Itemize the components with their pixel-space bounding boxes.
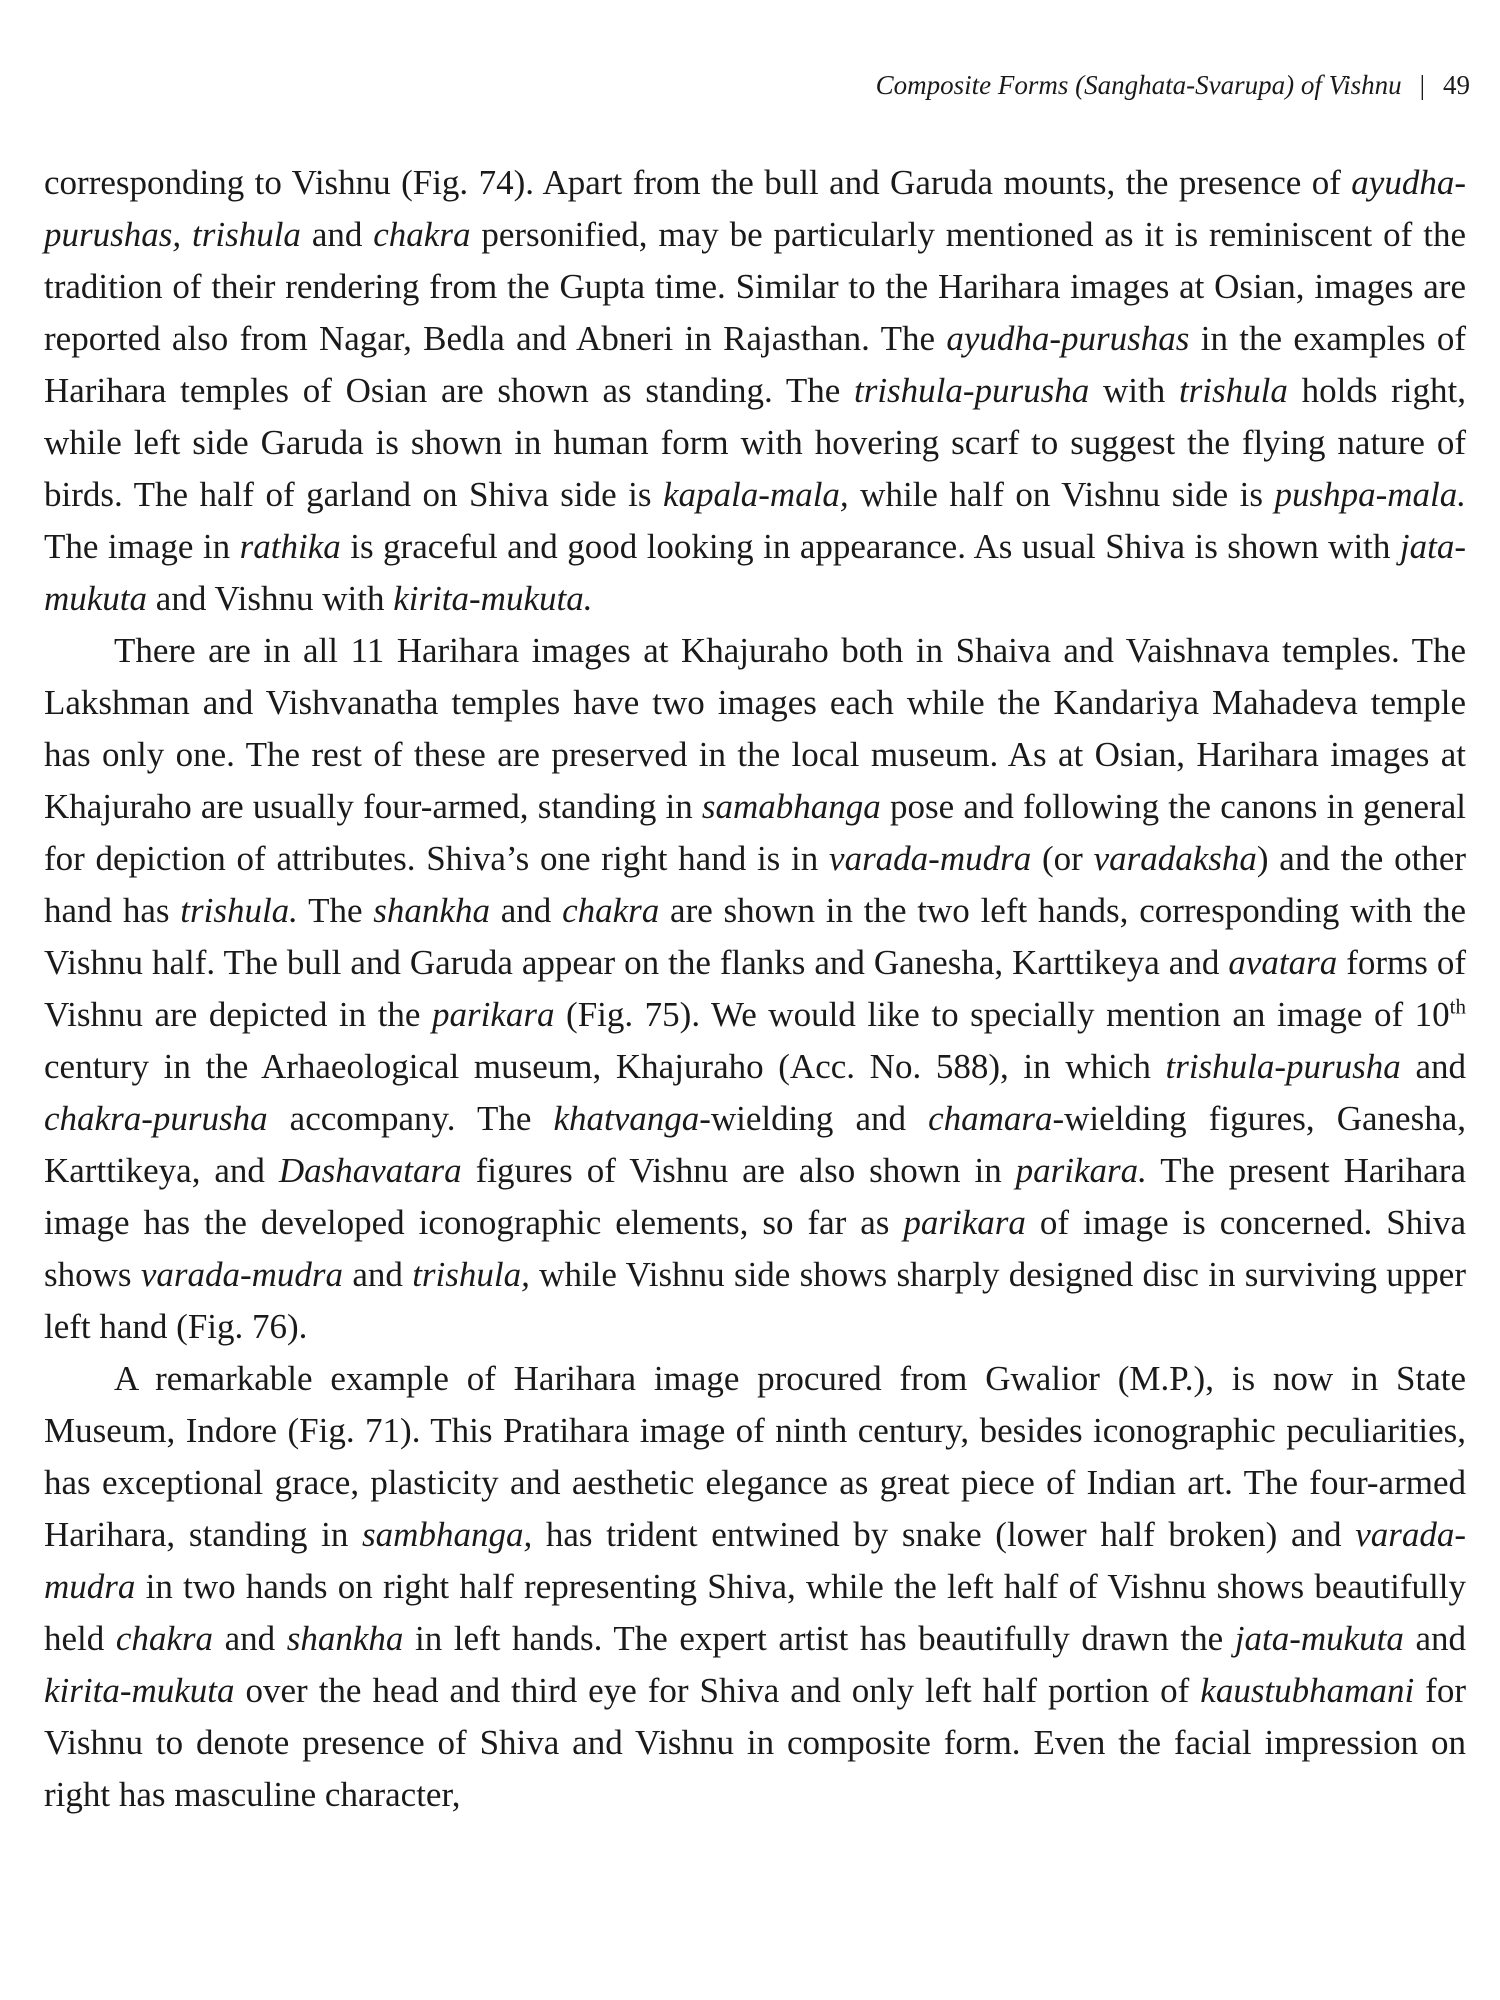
italic-term: rathika <box>239 527 341 566</box>
text-run: in the examples of Harihara temples of Osian are shown as standing. The <box>44 319 1467 410</box>
text-run: is graceful and good looking in appearance. As usual Shiva is shown with <box>340 527 1400 566</box>
text-run: and <box>1403 1619 1467 1658</box>
text-run: accompany. The <box>267 1099 554 1138</box>
text-run: and <box>300 215 374 254</box>
italic-term: khatvanga <box>553 1099 700 1138</box>
italic-term: parikara. <box>1015 1151 1147 1190</box>
superscript: th <box>1449 994 1467 1019</box>
text-run: -wielding and <box>699 1099 929 1138</box>
text-run: corresponding to Vishnu (Fig. 74). Apart from the bull and Garuda mounts, the presence of <box>44 163 1352 202</box>
text-run: and <box>1400 1047 1466 1086</box>
text-run: (Fig. 75). We would like to specially mention an image of 10 <box>554 995 1450 1034</box>
italic-term: jata-mukuta <box>1234 1619 1404 1658</box>
italic-term: trishula-purusha <box>853 371 1090 410</box>
text-run: and <box>343 1255 413 1294</box>
text-run: figures of Vishnu are also shown in <box>461 1151 1016 1190</box>
text-run: over the head and third eye for Shiva and only left half portion of <box>234 1671 1201 1710</box>
italic-term: sambhanga, <box>362 1515 533 1554</box>
text-run: are shown in the two left hands, corresponding with the Vishnu half. The bull and Garuda appear on the flanks and Ganesha, Karttikeya and <box>44 891 1466 982</box>
italic-term: varada-mudra <box>829 839 1032 878</box>
italic-term: chakra-purusha <box>44 1099 268 1138</box>
italic-term: varada-mudra <box>44 1515 1466 1606</box>
italic-term: chakra <box>373 215 471 254</box>
text-run: of image is concerned. Shiva shows <box>44 1203 1466 1294</box>
text-run: ) and the other hand has <box>44 839 1467 930</box>
text-run: has trident entwined by snake (lower half broken) and <box>532 1515 1356 1554</box>
text-run: while Vishnu side shows sharply designed disc in surviving upper left hand (Fig. 76). <box>44 1255 1466 1346</box>
italic-term: trishula <box>1178 371 1288 410</box>
italic-term: kirita-mukuta. <box>393 579 593 618</box>
italic-term: parikara <box>432 995 555 1034</box>
text-run: The present Harihara image has the developed iconographic elements, so far as <box>44 1151 1466 1242</box>
text-run: and Vishnu with <box>147 579 394 618</box>
italic-term: kirita-mukuta <box>44 1671 235 1710</box>
text-run: and <box>489 891 563 930</box>
text-run: forms of Vishnu are depicted in the <box>44 943 1466 1034</box>
text-run: holds right, while left side Garuda is shown in human form with hovering scarf to suggest the flying nature of birds. The half of garland on Shiva side is <box>44 371 1467 514</box>
text-run: for Vishnu to denote presence of Shiva and Vishnu in composite form. Even the facial impression on right has masculine character, <box>44 1671 1466 1814</box>
page-number: 49 <box>1443 70 1470 100</box>
text-run: in two hands on right half representing Shiva, while the left half of Vishnu shows beautifully held <box>44 1567 1466 1658</box>
text-run: -wielding figures, Ganesha, Karttikeya, and <box>44 1099 1466 1190</box>
italic-term: samabhanga <box>701 787 881 826</box>
italic-term: varada-mudra <box>140 1255 344 1294</box>
italic-term: chakra <box>115 1619 214 1658</box>
paragraph <box>44 625 1466 1353</box>
italic-term: avatara <box>1228 943 1338 982</box>
text-run: in left hands. The expert artist has beautifully drawn the <box>403 1619 1235 1658</box>
text-run: and <box>213 1619 287 1658</box>
text-run: with <box>1089 371 1179 410</box>
text-run: personified, may be particularly mentioned as it is reminiscent of the tradition of their rendering from the Gupta time. Similar to the Harihara images at Osian, images are reported also from Nagar, Bedla and Abneri in Rajasthan. The <box>44 215 1466 358</box>
italic-term: Dashavatara <box>278 1151 462 1190</box>
paragraph <box>44 1353 1466 1821</box>
italic-term: kapala-mala, <box>663 475 849 514</box>
italic-term: pushpa-mala. <box>1274 475 1466 514</box>
text-run: (or <box>1031 839 1094 878</box>
italic-term: ayudha-purushas, trishula <box>44 163 1466 254</box>
italic-term: varadaksha <box>1093 839 1257 878</box>
text-run: The <box>297 891 374 930</box>
running-head <box>876 68 1470 102</box>
italic-term: ayudha-purushas <box>946 319 1190 358</box>
text-run: century in the Arhaeological museum, Khajuraho (Acc. No. 588), in which <box>44 1047 1166 1086</box>
body-text <box>44 157 1466 1821</box>
text-run: A remarkable example of Harihara image procured from Gwalior (M.P.), is now in State Museum, Indore (Fig. 71). This Pratihara image of ninth century, besides iconographic peculiarities, has exceptional grace, plasticity and aesthetic elegance as great piece of Indian art. The four-armed Harihara, standing in <box>44 1359 1466 1554</box>
italic-term: jata-mukuta <box>44 527 1467 618</box>
header-separator: | <box>1419 70 1425 100</box>
italic-term: kaustubhamani <box>1200 1671 1415 1710</box>
italic-term: trishula, <box>412 1255 530 1294</box>
italic-term: shankha <box>373 891 490 930</box>
text-run: There are in all 11 Harihara images at Khajuraho both in Shaiva and Vaishnava temples. The Lakshman and Vishvanatha temples have two images each while the Kandariya Mahadeva temple has only one. The rest of these are preserved in the local museum. As at Osian, Harihara images at Khajuraho are usually four-armed, standing in <box>44 631 1466 826</box>
text-run: while half on Vishnu side is <box>848 475 1275 514</box>
italic-term: trishula. <box>180 891 298 930</box>
paragraph <box>44 157 1466 625</box>
italic-term: parikara <box>903 1203 1026 1242</box>
text-run: The image in <box>44 527 240 566</box>
italic-term: chakra <box>562 891 660 930</box>
italic-term: shankha <box>286 1619 404 1658</box>
italic-term: chamara <box>928 1099 1053 1138</box>
text-run: pose and following the canons in general for depiction of attributes. Shiva’s one right hand is in <box>44 787 1466 878</box>
running-title: Composite Forms (Sanghata-Svarupa) of Vishnu <box>875 70 1402 100</box>
italic-term: trishula-purusha <box>1165 1047 1401 1086</box>
